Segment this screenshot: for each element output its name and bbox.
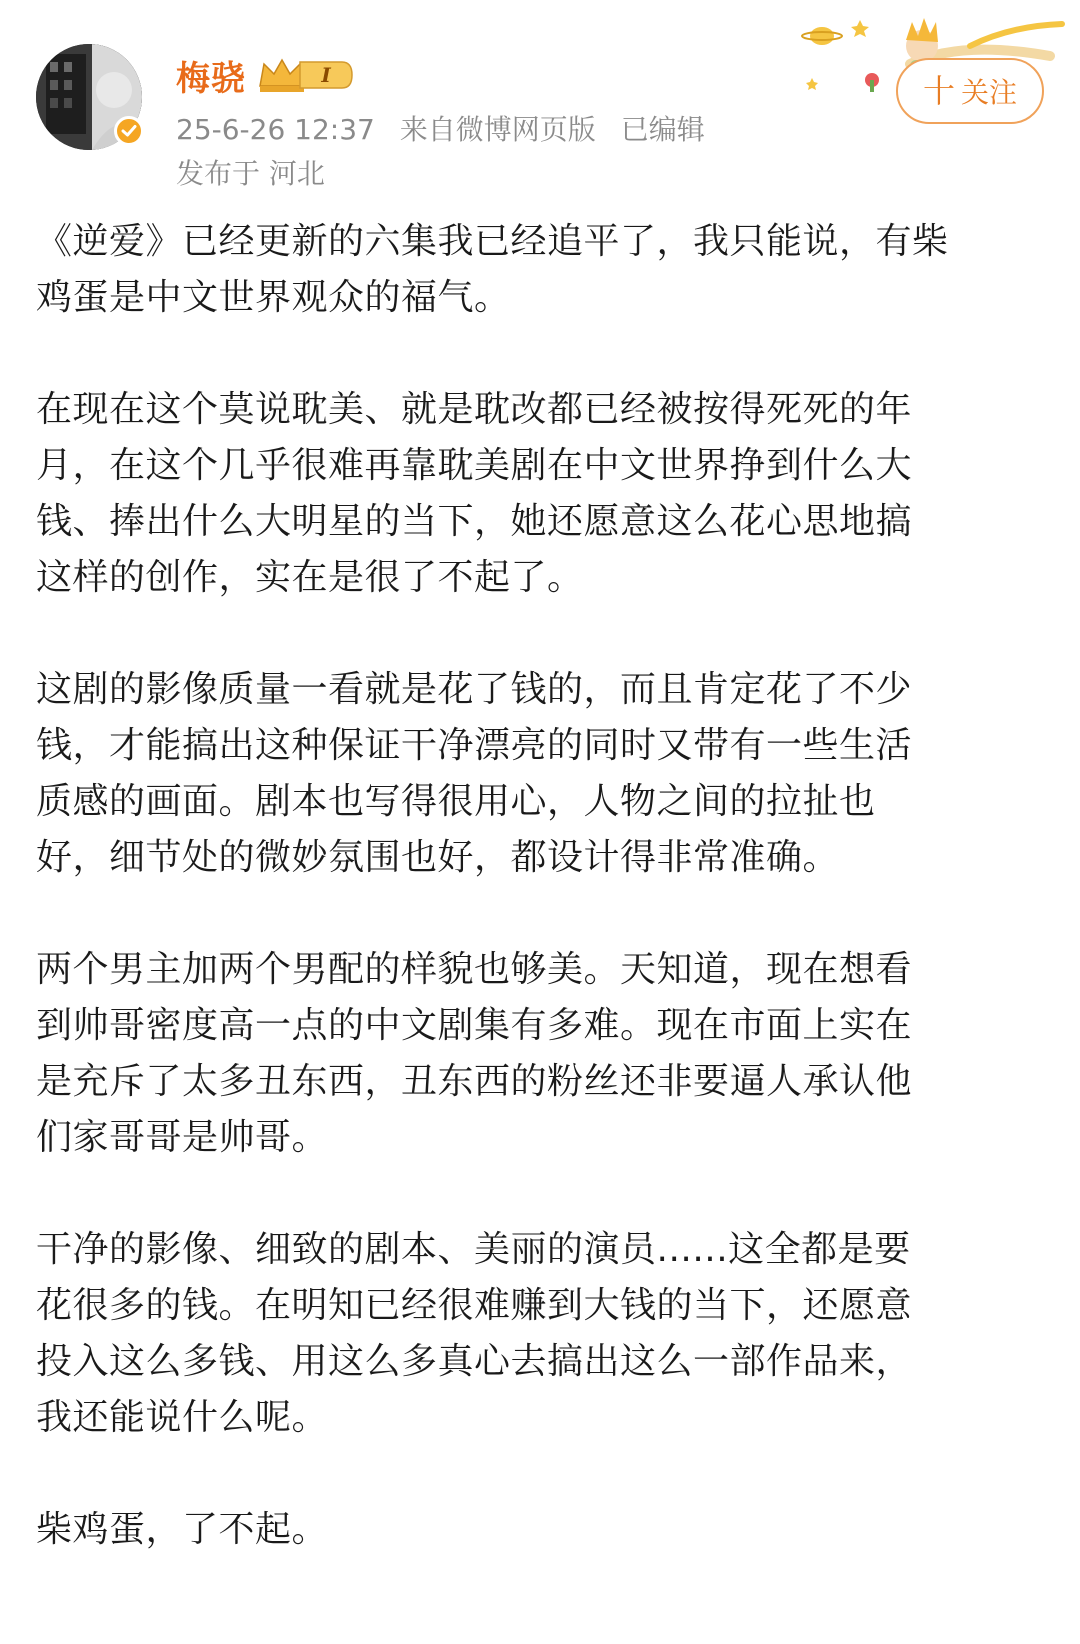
post-body [36,214,1046,1614]
post-paragraph: 干净的影像、细致的剧本、美丽的演员......这全都是要 花很多的钱。在明知已经很难赚到大钱的当下，还愿意 投入这么多钱、用这么多真心去搞出这么一部作品来， 我还能说什么呢。 [36,1229,913,1438]
post-paragraph: 这剧的影像质量一看就是花了钱的，而且肯定花了不少 钱，才能搞出这种保证干净漂亮的同时又带有一些生活 质感的画面。剧本也写得很用心，人物之间的拉扯也 好，细节处的微妙氛围也好，都设计得非常准确。 [36,669,913,878]
post-paragraph: 《逆爱》已经更新的六集我已经追平了，我只能说，有柴 鸡蛋是中文世界观众的福气。 [36,221,949,318]
post-paragraph: 柴鸡蛋，了不起。 [36,1509,329,1550]
post-header [0,0,1080,200]
follow-label: 关注 [961,76,1018,109]
post-paragraph: 两个男主加两个男配的样貌也够美。天知道，现在想看 到帅哥密度高一点的中文剧集有多难。现在市面上实在 是充斥了太多丑东西，丑东西的粉丝还非要逼人承认他 们家哥哥是帅哥。 [36,949,913,1158]
edited-label[interactable]: 已编辑 [620,113,705,146]
post-timestamp[interactable]: 25-6-26 12:37 [176,113,375,146]
post-source: 来自微博网页版 [399,113,596,146]
post-meta [176,108,705,148]
verified-check-icon [114,116,144,146]
vip-level-label: I [321,63,331,87]
follow-button[interactable] [896,58,1044,124]
username[interactable]: 梅骁 [176,58,246,99]
avatar-container[interactable] [36,44,142,150]
crown-vip-icon[interactable] [256,56,356,94]
plus-icon: 十 [922,72,955,110]
post-location: 发布于 河北 [176,157,325,190]
username-row [176,50,356,100]
post-paragraph: 在现在这个莫说耽美、就是耽改都已经被按得死死的年 月，在这个几乎很难再靠耽美剧在中文世界挣到什么大 钱、捧出什么大明星的当下，她还愿意这么花心思地搞 这样的创作，实在是很了不起了。 [36,389,913,598]
